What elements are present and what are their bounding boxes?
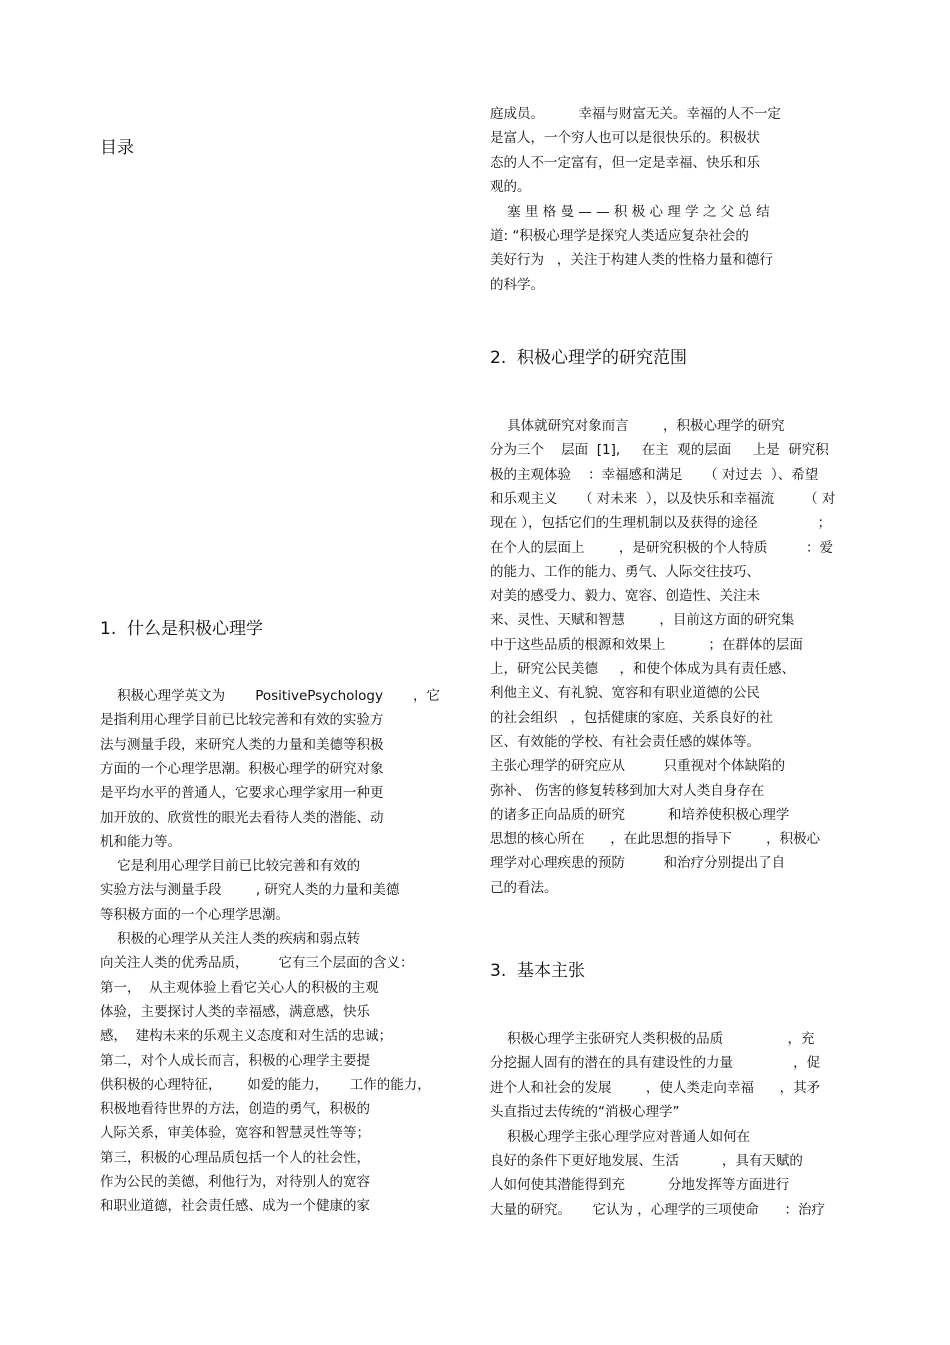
text-line: 在个人的层面上 ，是研究积极的个人特质 ：爱	[490, 539, 833, 556]
text-line: 理学对心理疾患的预防 和治疗分别提出了自	[490, 855, 786, 872]
text-line: 弥补、 伤害的修复转移到加大对人类自身存在	[490, 782, 765, 799]
section-1-heading: 1. 什么是积极心理学	[100, 619, 264, 639]
text-line: 向关注人类的优秀品质， 它有三个层面的含义：	[100, 955, 414, 972]
text-line: 道: “积极心理学是探究人类适应复杂社会的	[490, 228, 749, 244]
text-line: 机和能力等。	[100, 833, 181, 850]
text-line: 体验，主要探讨人类的幸福感，满意感，快乐	[100, 1003, 370, 1020]
left-column	[100, 0, 460, 1345]
text-line: 积极心理学英文为 PositivePsychology ，它	[100, 688, 441, 704]
text-line: 观的。	[490, 179, 531, 196]
text-line: 法与测量手段，来研究人类的力量和美德等积极	[100, 736, 384, 753]
text-line: 供积极的心理特征， 如爱的能力， 工作的能力，	[100, 1076, 431, 1093]
text-line: 加开放的、欣赏性的眼光去看待人类的潜能、动	[100, 809, 384, 826]
text-line: 人如何使其潜能得到充 分地发挥等方面进行	[490, 1177, 790, 1194]
text-line: 实验方法与测量手段 , 研究人类的力量和美德	[100, 882, 400, 899]
text-line: 的社会组织 ，包括健康的家庭、关系良好的社	[490, 709, 773, 726]
text-line: 主张心理学的研究应从 只重视对个体缺陷的	[490, 758, 786, 775]
text-line: 头直指过去传统的“消极心理学”	[490, 1104, 680, 1121]
text-line: 和乐观主义 （ 对未来 ），以及快乐和幸福流 （ 对	[490, 490, 836, 507]
text-line: 上，研究公民美德 ，和使个体成为具有责任感、	[490, 661, 795, 677]
text-line: 利他主义、有礼貌、宽容和有职业道德的公民	[490, 685, 760, 702]
text-line: 和职业道德，社会责任感、成为一个健康的家	[100, 1198, 370, 1215]
text-line: 良好的条件下更好地发展、生活 ，具有天赋的	[490, 1153, 803, 1169]
text-line: 对美的感受力、毅力、宽容、创造性、关注未	[490, 588, 760, 605]
text-line: 等积极方面的一个心理学思潮。	[100, 906, 289, 923]
text-line: 的科学。	[490, 276, 544, 293]
text-line: 人际关系，审美体验，宽容和智慧灵性等等；	[100, 1125, 370, 1142]
text-line: 第二，对个人成长而言，积极的心理学主要提	[100, 1052, 370, 1069]
text-line: 作为公民的美德，利他行为，对待别人的宽容	[100, 1174, 370, 1190]
text-line: 美好行为 ，关注于构建人类的性格力量和德行	[490, 252, 773, 269]
section-2-heading: 2. 积极心理学的研究范围	[490, 348, 688, 368]
text-line: 己的看法。	[490, 879, 558, 896]
text-line: 现在 ），包括它们的生理机制以及获得的途径 ；	[490, 515, 832, 532]
text-line: 思想的核心所在 ，在此思想的指导下 ，积极心	[490, 831, 821, 848]
text-line: 是富人，一个穷人也可以是很快乐的。积极状	[490, 130, 760, 147]
text-line: 中于这些品质的根源和效果上 ；在群体的层面	[490, 636, 803, 653]
text-line: 的诸多正向品质的研究 和培养使积极心理学	[490, 806, 790, 823]
text-line: 大量的研究。 它认为 ，心理学的三项使命 ：治疗	[490, 1201, 825, 1218]
text-line: 积极的心理学从关注人类的疾病和弱点转	[100, 931, 361, 947]
text-line: 感， 建构未来的乐观主义态度和对生活的忠诚；	[100, 1028, 393, 1045]
text-line: 积极心理学主张研究人类积极的品质 ，充	[490, 1031, 815, 1047]
text-line: 分为三个 层面 [1], 在主 观的层面 上是 研究积	[490, 442, 829, 459]
text-line: 区、有效能的学校、有社会责任感的媒体等。	[490, 733, 760, 750]
text-line: 积极心理学主张心理学应对普通人如何在	[490, 1128, 751, 1145]
section-3-heading: 3. 基本主张	[490, 961, 586, 981]
text-line: 态的人不一定富有，但一定是幸福、快乐和乐	[490, 154, 760, 171]
text-line: 是平均水平的普通人，它要求心理学家用一种更	[100, 785, 384, 802]
text-line: 具体就研究对象而言 ，积极心理学的研究	[490, 418, 785, 434]
text-line: 分挖掘人固有的潜在的具有建设性的力量 ，促	[490, 1055, 821, 1072]
text-line: 庭成员。 幸福与财富无关。幸福的人不一定	[490, 106, 781, 122]
text-line: 极的主观体验 ：幸福感和满足 （ 对过去 ）、希望	[490, 466, 819, 483]
text-line: 第一， 从主观体验上看它关心人的积极的主观	[100, 979, 379, 996]
text-line: 它是利用心理学目前已比较完善和有效的	[100, 858, 361, 875]
text-line: 来、灵性、天赋和智慧 ，目前这方面的研究集	[490, 612, 795, 629]
text-line: 塞 里 格 曼 — — 积 极 心 理 学 之 父 总 结	[490, 203, 770, 220]
text-line: 方面的一个心理学思潮。积极心理学的研究对象	[100, 760, 384, 777]
toc-title: 目录	[100, 138, 134, 158]
right-column	[490, 0, 850, 1345]
text-line: 进个人和社会的发展 ，使人类走向幸福 ，其矛	[490, 1079, 821, 1096]
text-line: 积极地看待世界的方法，创造的勇气，积极的	[100, 1101, 370, 1118]
text-line: 是指利用心理学目前已比较完善和有效的实验方	[100, 712, 384, 729]
text-line: 的能力、工作的能力、勇气、人际交往技巧、	[490, 563, 760, 580]
text-line: 第三，积极的心理品质包括一个人的社会性，	[100, 1149, 370, 1166]
